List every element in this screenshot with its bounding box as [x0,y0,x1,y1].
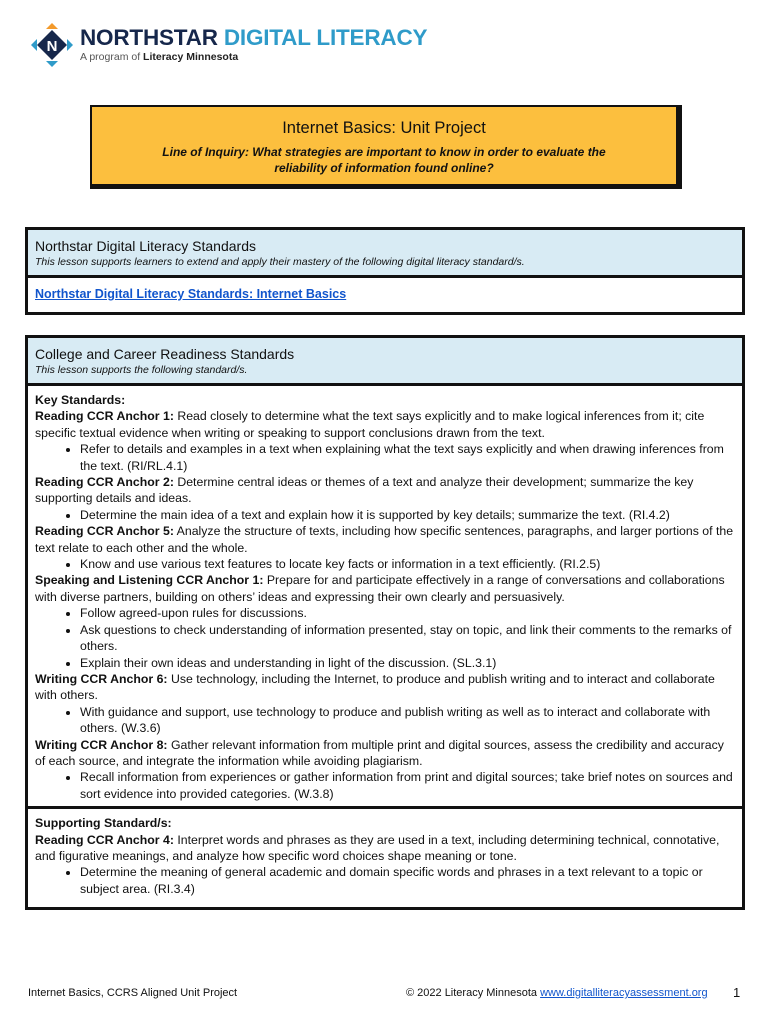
unit-title-box [90,105,682,189]
ccr-standards-heading: College and Career Readiness Standards [35,346,295,362]
supporting-standards-section [28,809,742,907]
brand-name [80,25,427,51]
key-standards-list [35,408,735,802]
standard-bullet-item: • Refer to details and examples in a text when explaining what the text says explicitly and when drawing inferences from the text. (RI/RL.4.1) [80,441,735,474]
standard-anchor-text: Use technology, including the Internet, to produce and publish writing and to interact and collaborate with others. [35,671,715,703]
standard-anchor-paragraph [35,523,735,556]
standard-anchor-label: Reading CCR Anchor 5: [35,524,174,539]
supporting-standards-label: Supporting Standard/s: [35,816,172,831]
northstar-standards-description: This lesson supports learners to extend and apply their mastery of the following digital literacy standard/s. [35,256,525,268]
northstar-standards-link[interactable]: Northstar Digital Literacy Standards: Internet Basics [35,287,347,301]
standard-bullet-list [35,605,735,671]
standard-bullet-item: • Follow agreed-upon rules for discussions. [80,605,735,621]
standard-anchor-paragraph [35,832,735,865]
footer-left-text: Internet Basics, CCRS Aligned Unit Project [28,987,238,999]
standard-bullet-item: • Determine the main idea of a text and explain how it is supported by key details; summarize the text. (RI.4.2) [80,507,735,523]
northstar-logo [30,22,450,68]
supporting-standards-list [35,832,735,898]
standard-anchor-label: Reading CCR Anchor 4: [35,832,174,847]
standard-anchor-paragraph [35,572,735,605]
footer-url-link[interactable]: www.digitalliteracyassessment.org [540,987,708,999]
key-standards-section [28,386,742,806]
standard-bullet-list [35,507,735,523]
standard-anchor-paragraph [35,671,735,704]
standard-anchor-label: Reading CCR Anchor 2: [35,475,174,490]
standard-anchor-paragraph [35,737,735,770]
standard-bullet-item: • Explain their own ideas and understanding in light of the discussion. (SL.3.1) [80,655,735,671]
footer-right [406,987,708,999]
standard-anchor-text: Prepare for and participate effectively in a range of conversations and collaborations with diverse partners, building on others’ ideas and expressing their own clearly and persuasively. [35,573,725,604]
brand-digital-literacy: DIGITAL LITERACY [223,25,428,50]
northstar-standards-panel [25,227,745,315]
standard-anchor-text: Gather relevant information from multiple print and digital sources, assess the credibility and accuracy of each source, and integrate the information while avoiding plagiarism. [35,737,724,768]
standard-bullet-list [35,556,735,572]
standard-anchor-label: Writing CCR Anchor 6: [35,671,168,686]
standard-anchor-text: Read closely to determine what the text says explicitly and to make logical inferences from it; cite specific textual evidence when writing or speaking to support conclusions drawn from the text. [35,409,705,440]
standard-bullet-list [35,864,735,897]
northstar-standards-header [28,230,742,278]
brand-tagline: A program of Literacy Minnesota [80,51,239,63]
standard-bullet-item: • Recall information from experiences or gather information from print and digital sources; take brief notes on sources and sort evidence into provided categories. (W.3.8) [80,769,735,802]
standard-anchor-label: Speaking and Listening CCR Anchor 1: [35,573,264,588]
brand-northstar: NORTHSTAR [80,25,218,50]
ccr-standards-panel [25,335,745,910]
standard-anchor-label: Writing CCR Anchor 8: [35,737,168,752]
page-number: 1 [733,985,741,1000]
footer-copyright: © 2022 Literacy Minnesota [406,987,538,999]
standard-bullet-item: • Know and use various text features to locate key facts or information in a text efficiently. (RI.2.5) [80,556,735,572]
line-of-inquiry: Line of Inquiry: What strategies are important to know in order to evaluate the reliability of information found online? [162,145,606,175]
standard-bullet-list [35,769,735,802]
standard-anchor-text: Determine central ideas or themes of a text and analyze their development; summarize the key supporting details and ideas. [35,475,694,506]
standard-anchor-label: Reading CCR Anchor 1: [35,409,174,424]
standard-anchor-paragraph [35,474,735,507]
standard-bullet-list [35,441,735,474]
unit-title: Internet Basics: Unit Project [282,119,486,137]
standard-bullet-item: • With guidance and support, use technology to produce and publish writing as well as to interact and collaborate with others. (W.3.6) [80,704,735,737]
northstar-standards-heading: Northstar Digital Literacy Standards [35,238,256,254]
standard-bullet-item: • Ask questions to check understanding of information presented, stay on topic, and link their comments to the remarks of others. [80,622,735,655]
ccr-standards-description: This lesson supports the following standard/s. [35,364,248,376]
standard-bullet-item: • Determine the meaning of general academic and domain specific words and phrases in a text relevant to a topic or subject area. (RI.3.4) [80,864,735,897]
svg-text:N: N [46,38,58,55]
ccr-standards-header [28,338,742,386]
standard-anchor-text: Interpret words and phrases as they are used in a text, including determining technical, connotative, and figurative meanings, and analyze how specific word choices shape meaning or tone. [35,832,720,863]
standard-bullet-list [35,704,735,737]
northstar-star-icon [30,22,74,68]
standard-anchor-text: Analyze the structure of texts, including how specific sentences, paragraphs, and larger portions of the text relate to each other and the whole. [35,524,734,555]
standard-anchor-paragraph [35,408,735,441]
key-standards-label: Key Standards: [35,393,126,407]
